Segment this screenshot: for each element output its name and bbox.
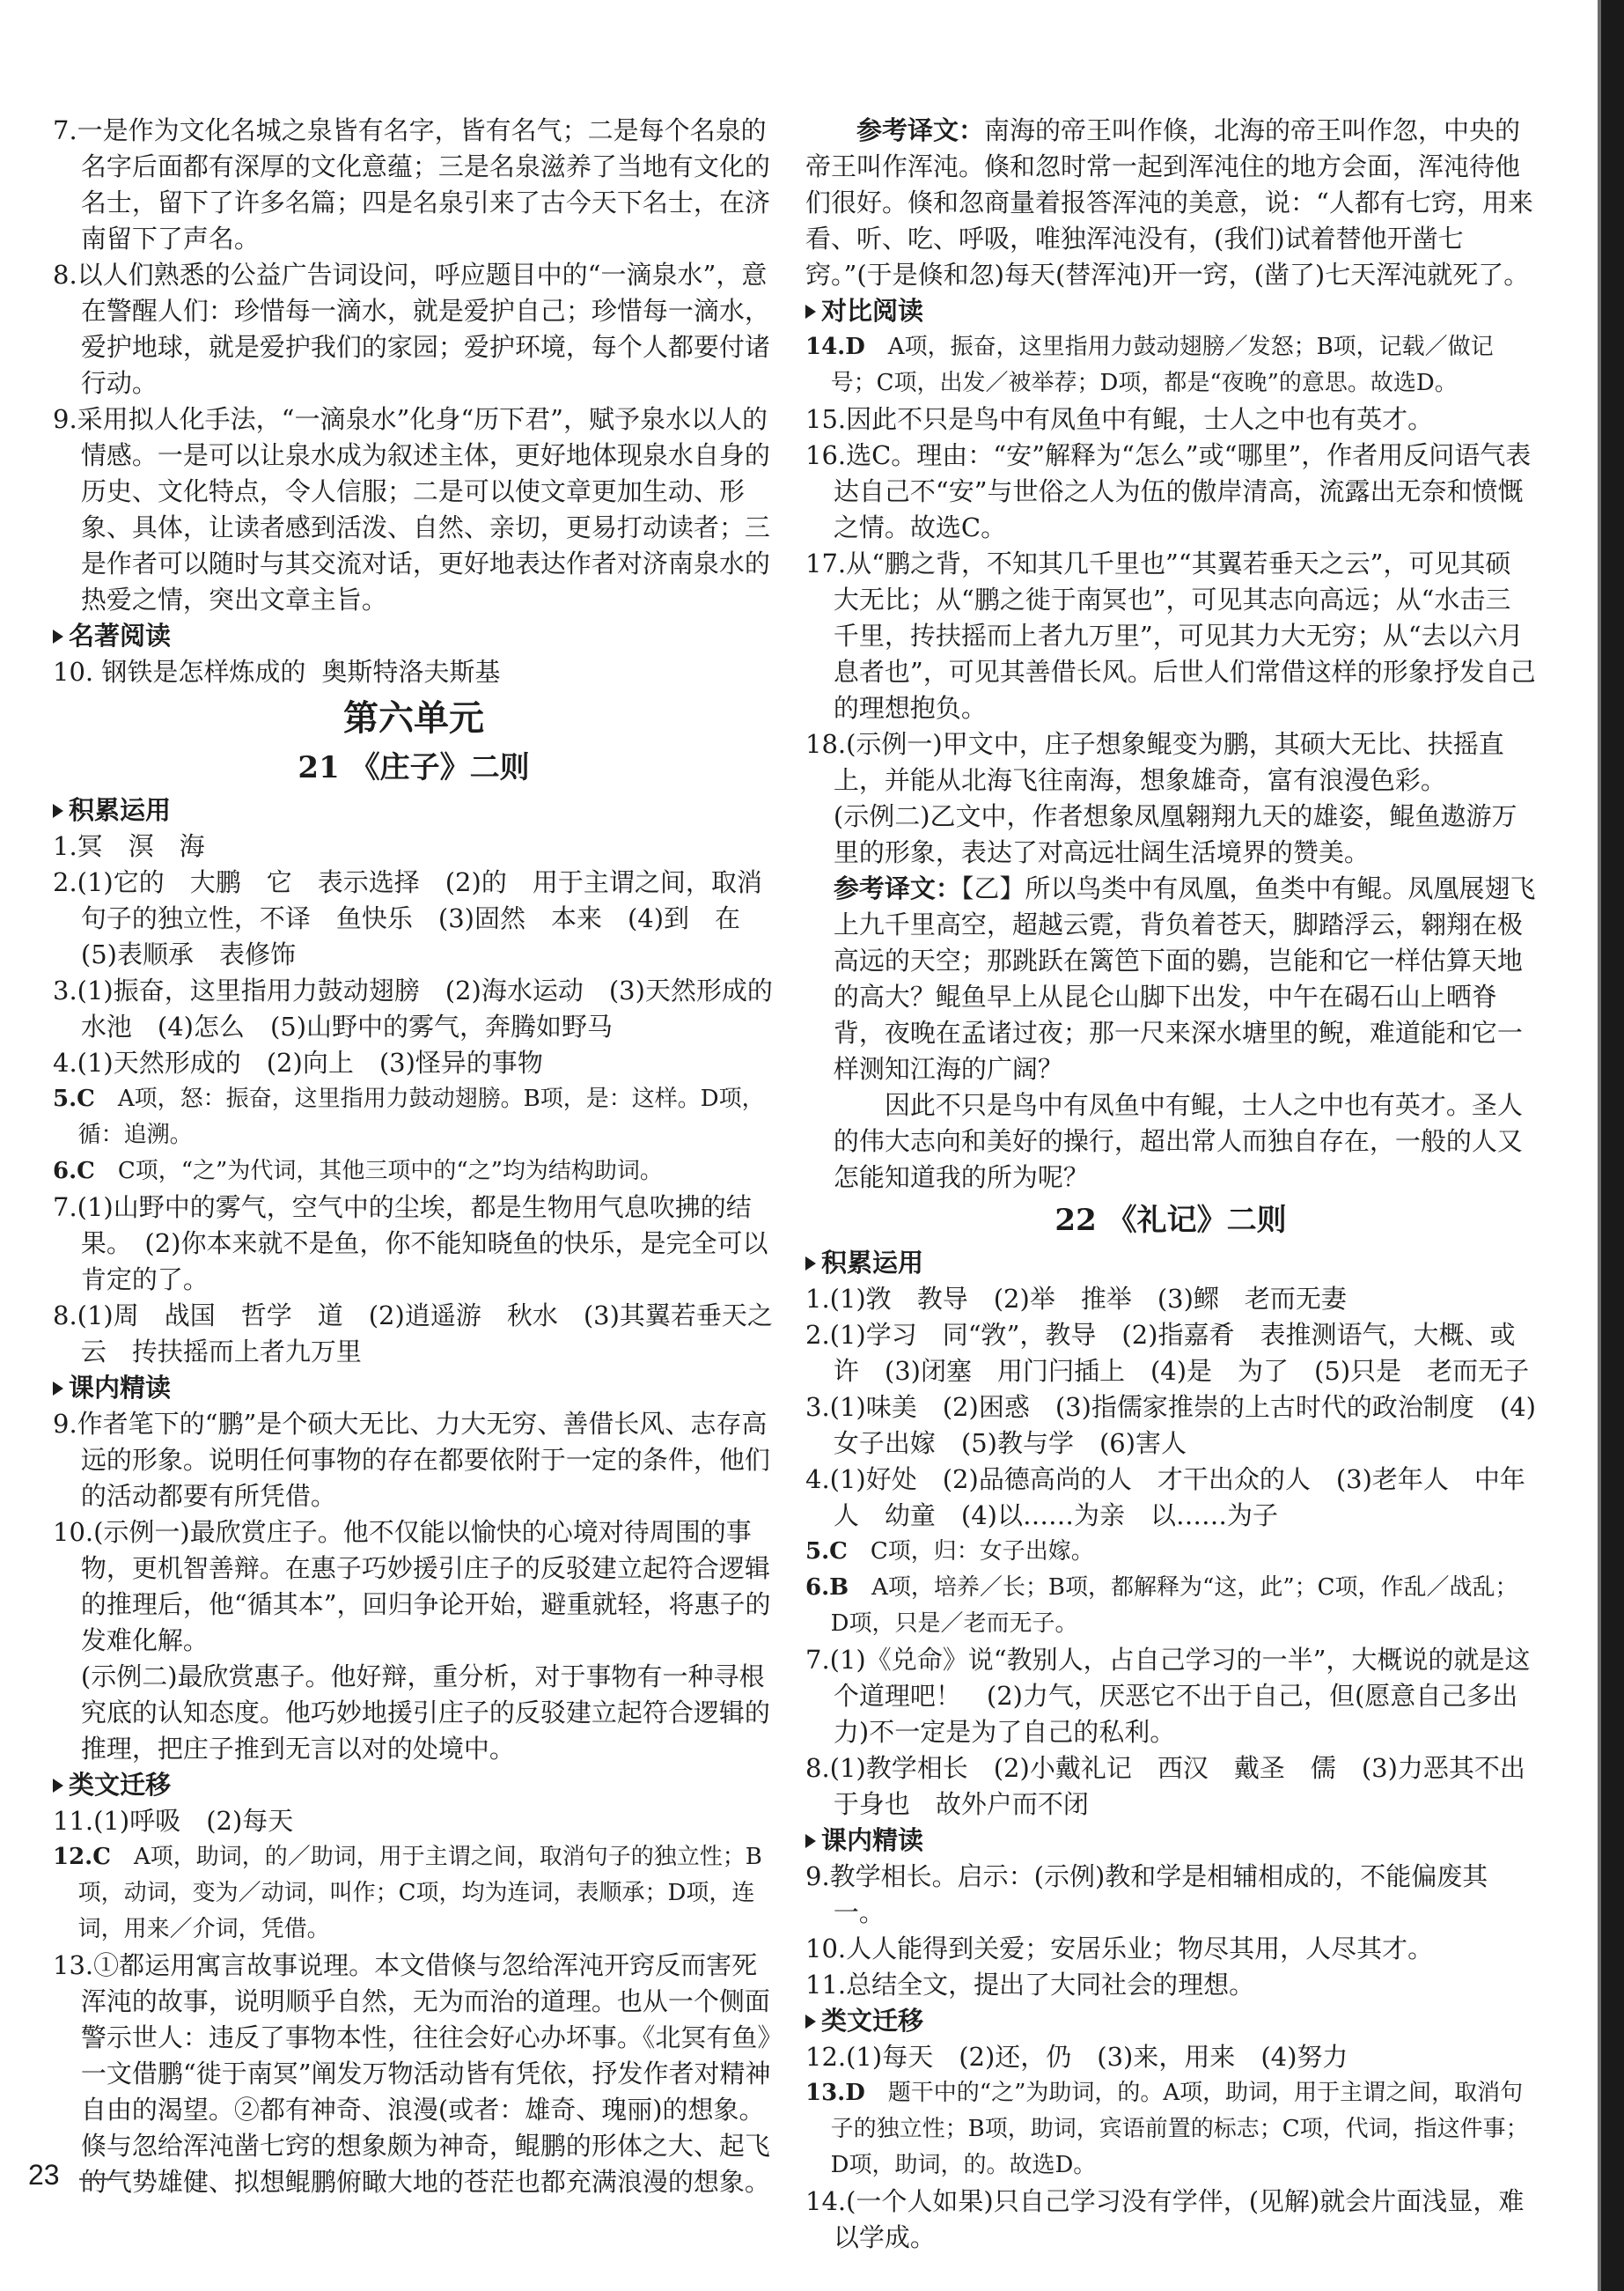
lesson-title-21: 21 《庄子》二则 [298, 750, 530, 785]
right-column [805, 113, 1536, 2256]
triangle-icon [805, 2015, 816, 2029]
answer-c14: 14.(一个人如果)只自己学习没有学伴，(见解)就会片面浅显，难以学成。 [805, 2186, 1525, 2252]
section-heading-kenei-2: 课内精读 [805, 1823, 1536, 1859]
answer-c13: 13.D 题干中的“之”为助词，的。A项，助词，用于主谓之间，取消句子的独立性；B项，助词，宾语前置的标志；C项，代词，指这件事；D项，助词，的。故选D。 [805, 2080, 1529, 2178]
answer-9b: 9.作者笔下的“鹏”是个硕大无比、力大无穷、善借长风、志存高远的形象。说明任何事物的存在都要依附于一定的条件，他们的活动都要有所凭借。 [53, 1409, 770, 1511]
answer-c7: 7.(1)《兑命》说“教别人，占自己学习的一半”，大概说的就是这个道理吧！ (2)力气，厌恶它不出于自己，但(愿意自己多出力)不一定是为了自己的私利。 [805, 1645, 1531, 1747]
page-number-rule [79, 2178, 113, 2180]
answer-10b-2: (示例二)最欣赏惠子。他好辩，重分析，对于事物有一种寻根究底的认知态度。他巧妙地援引庄子的反驳建立起符合逻辑的推理，把庄子推到无言以对的处境中。 [80, 1661, 770, 1764]
reference-translation-2: 参考译文：【乙】所以鸟类中有凤凰，鱼类中有鲲。凤凰展翅飞上九千里高空，超越云霓，背负着苍天，脚踏浮云，翱翔在极高远的天空；那跳跃在篱笆下面的鷃，岂能和它一样估算天地的高大？鲲鱼早上从昆仑山脚下出发，中午在碣石山上晒脊背，夜晚在孟诸过夜；那一尺来深水塘里的鲵，难道能和它一样测知江海的广阔？ [833, 873, 1536, 1084]
section-heading-leiwen: 类文迁移 [53, 1767, 775, 1803]
answer-c1: 1.(1)敩 教导 (2)举 推举 (3)鳏 老而无妻 [805, 1284, 1347, 1314]
answer-c9: 9.教学相长。启示：(示例)教和学是相辅相成的，不能偏废其一。 [805, 1861, 1488, 1927]
answer-11: 11.(1)呼吸 (2)每天 [53, 1806, 294, 1836]
triangle-icon [805, 1256, 816, 1271]
answer-8: 8.以人们熟悉的公益广告词设问，呼应题目中的“一滴泉水”，意在警醒人们：珍惜每一滴水，就是爱护自己；珍惜每一滴水，爱护地球，就是爱护我们的家园；爱护环境，每个人都要付诸行动。 [53, 260, 770, 398]
answer-c11: 11.总结全文，提出了大同社会的理想。 [805, 1970, 1255, 2000]
answer-c3: 3.(1)味美 (2)困惑 (3)指儒家推崇的上古时代的政治制度 (4)女子出嫁 (5)教与学 (6)害人 [805, 1392, 1536, 1458]
answer-6: 6.C C项，“之”为代词，其他三项中的“之”均为结构助词。 [53, 1158, 663, 1184]
answer-7b: 7.(1)山野中的雾气，空气中的尘埃，都是生物用气息吹拂的结果。 (2)你本来就不是鱼，你不能知晓鱼的快乐，是完全可以肯定的了。 [53, 1192, 768, 1294]
triangle-icon [805, 1834, 816, 1848]
answer-c6: 6.B A项，培养／长；B项，都解释为“这，此”；C项，作乱／战乱；D项，只是／老而无子。 [805, 1574, 1518, 1637]
answer-8b: 8.(1)周 战国 哲学 道 (2)逍遥游 秋水 (3)其翼若垂天之云 抟扶摇而上者九万里 [53, 1300, 773, 1366]
answer-18-2: (示例二)乙文中，作者想象凤凰翱翔九天的雄姿，鲲鱼遨游万里的形象，表达了对高远壮阔生活境界的赞美。 [833, 801, 1517, 867]
answer-c4: 4.(1)好处 (2)品德高尚的人 才干出众的人 (3)老年人 中年人 幼童 (4)以……为亲 以……为子 [805, 1464, 1525, 1530]
section-heading-jilei: 积累运用 [53, 792, 775, 829]
answer-c8: 8.(1)教学相长 (2)小戴礼记 西汉 戴圣 儒 (3)力恶其不出于身也 故外户而不闭 [805, 1753, 1525, 1819]
answer-4: 4.(1)天然形成的 (2)向上 (3)怪异的事物 [53, 1048, 543, 1078]
answer-9: 9.采用拟人化手法，“一滴泉水”化身“历下君”，赋予泉水以人的情感。一是可以让泉水成为叙述主体，更好地体现泉水自身的历史、文化特点，令人信服；二是可以使文章更加生动、形象、具体，让读者感到活泼、自然、亲切，更易打动读者；三是作者可以随时与其交流对话，更好地表达作者对济南泉水的热爱之情，突出文章主旨。 [53, 404, 770, 615]
lesson-title-22: 22 《礼记》二则 [1054, 1203, 1287, 1238]
triangle-icon [53, 804, 63, 818]
answer-7: 7.一是作为文化名城之泉皆有名字，皆有名气；二是每个名泉的名字后面都有深厚的文化意蕴；三是名泉滋养了当地有文化的名士，留下了许多名篇；四是名泉引来了古今天下名士，在济南留下了声名。 [53, 115, 770, 254]
answer-c10: 10.人人能得到关爱；安居乐业；物尽其用，人尽其才。 [805, 1934, 1434, 1963]
answer-1: 1.冥 溟 海 [53, 831, 205, 861]
triangle-icon [53, 1381, 63, 1396]
triangle-icon [805, 305, 816, 319]
triangle-icon [53, 630, 63, 644]
section-heading-duibi: 对比阅读 [805, 293, 1536, 329]
answer-5: 5.C A项，怒：振奋，这里指用力鼓动翅膀。B项，是：这样。D项，循：追溯。 [53, 1086, 765, 1148]
answer-3: 3.(1)振奋，这里指用力鼓动翅膀 (2)海水运动 (3)天然形成的水池 (4)怎么 (5)山野中的雾气，奔腾如野马 [53, 976, 773, 1042]
answer-c12: 12.(1)每天 (2)还，仍 (3)来，用来 (4)努力 [805, 2042, 1348, 2072]
triangle-icon [53, 1779, 63, 1793]
answer-15: 15.因此不只是鸟中有凤鱼中有鲲，士人之中也有英才。 [805, 404, 1434, 434]
left-column [53, 113, 775, 2200]
answer-c2: 2.(1)学习 同“敩”，教导 (2)指嘉肴 表推测语气，大概、或许 (3)闭塞 用门闩插上 (4)是 为了 (5)只是 老而无子 [805, 1320, 1530, 1386]
section-heading-kenei: 课内精读 [53, 1370, 775, 1406]
section-heading-leiwen-2: 类文迁移 [805, 2003, 1536, 2039]
page-number: 23 [28, 2159, 60, 2191]
binding-edge [1601, 0, 1624, 2291]
section-heading-mingzhu: 名著阅读 [53, 618, 775, 654]
answer-10b-1: 10.(示例一)最欣赏庄子。他不仅能以愉快的心境对待周围的事物，更机智善辩。在惠子巧妙援引庄子的反驳建立起符合逻辑的推理后，他“循其本”，回归争论开始，避重就轻，将惠子的发难化解。 [53, 1517, 771, 1655]
section-heading-jilei-2: 积累运用 [805, 1245, 1536, 1281]
answer-c5: 5.C C项，归：女子出嫁。 [805, 1538, 1094, 1565]
answer-14: 14.D A项，振奋，这里指用力鼓动翅膀／发怒；B项，记载／做记号；C项，出发／被举荐；D项，都是“夜晚”的意思。故选D。 [805, 334, 1494, 396]
unit-title: 第六单元 [343, 697, 484, 739]
answer-16: 16.选C。理由：“安”解释为“怎么”或“哪里”，作者用反问语气表达自己不“安”与世俗之人为伍的傲岸清高，流露出无奈和愤慨之情。故选C。 [805, 440, 1532, 542]
reference-translation-2b: 因此不只是鸟中有凤鱼中有鲲，士人之中也有英才。圣人的伟大志向和美好的操行，超出常人而独自存在，一般的人又怎能知道我的所为呢？ [833, 1090, 1523, 1192]
answer-18-1: 18.(示例一)甲文中，庄子想象鲲变为鹏，其硕大无比、扶摇直上，并能从北海飞往南海，想象雄奇，富有浪漫色彩。 [805, 729, 1504, 795]
answer-12: 12.C A项，助词，的／助词，用于主谓之间，取消句子的独立性；B项，动词，变为／动词，叫作；C项，均为连词，表顺承；D项，连词，用来／介词，凭借。 [53, 1844, 762, 1942]
answer-17: 17.从“鹏之背，不知其几千里也”“其翼若垂天之云”，可见其硕大无比；从“鹏之徙于南冥也”，可见其志向高远；从“水击三千里，抟扶摇而上者九万里”，可见其力大无穷；从“去以六月息者也”，可见其善借长风。后世人们常借这样的形象抒发自己的理想抱负。 [805, 549, 1536, 723]
answer-2: 2.(1)它的 大鹏 它 表示选择 (2)的 用于主谓之间，取消句子的独立性，不译 鱼快乐 (3)固然 本来 (4)到 在 (5)表顺承 表修饰 [53, 867, 767, 969]
reference-translation-1: 参考译文：南海的帝王叫作倏，北海的帝王叫作忽，中央的帝王叫作浑沌。倏和忽时常一起到浑沌住的地方会面，浑沌待他们很好。倏和忽商量着报答浑沌的美意，说：“人都有七窍，用来看、听、吃、呼吸，唯独浑沌没有，(我们)试着替他开凿七窍。”(于是倏和忽)每天(替浑沌)开一窍，(凿了)七天浑沌就死了。 [805, 115, 1533, 290]
answer-13: 13.①都运用寓言故事说理。本文借倏与忽给浑沌开窍反而害死浑沌的故事，说明顺乎自然，无为而治的道理。也从一个侧面警示世人：违反了事物本性，往往会好心办坏事。《北冥有鱼》一文借鹏“徙于南冥”阐发万物活动皆有凭依，抒发作者对精神自由的渴望。②都有神奇、浪漫(或者：雄奇、瑰丽)的想象。倏与忽给浑沌凿七窍的想象颇为神奇，鲲鹏的形体之大、起飞的气势雄健、拟想鲲鹏俯瞰大地的苍茫也都充满浪漫的想象。 [53, 1950, 771, 2197]
answer-10: 10. 钢铁是怎样炼成的 奥斯特洛夫斯基 [53, 657, 501, 687]
